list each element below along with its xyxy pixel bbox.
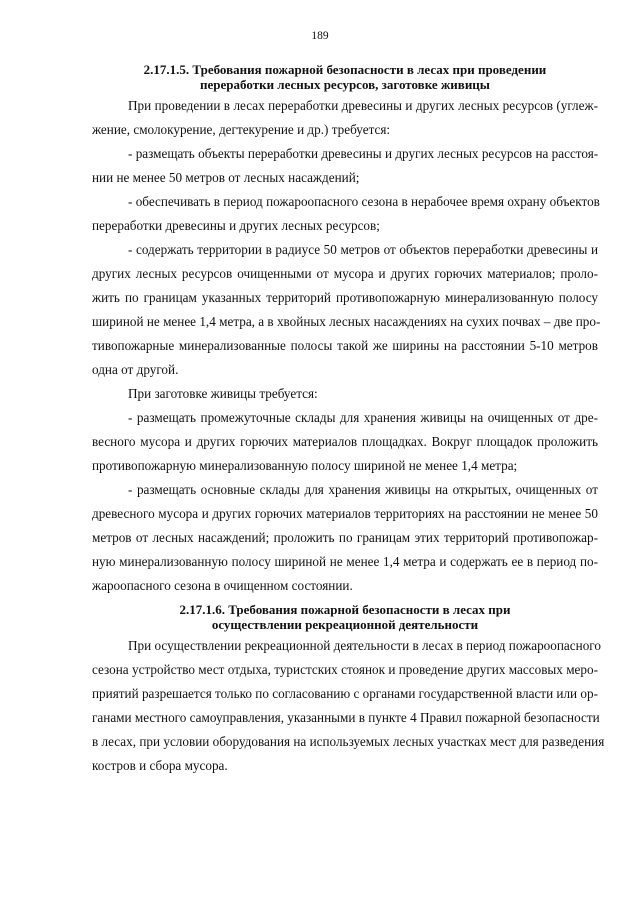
section-heading-line: 2.17.1.6. Требования пожарной безопасности в лесах при: [179, 602, 511, 617]
paragraph-line: ную минерализованную полосу шириной не менее 1,4 метра и содержать ее в период по-: [92, 554, 598, 569]
paragraph-line: других лесных ресурсов очищенными от мусора и других горючих материалов; проло-: [92, 266, 598, 281]
paragraph-line: ганами местного самоуправления, указанными в пункте 4 Правил пожарной безопасности: [92, 710, 600, 725]
paragraph-line: переработки древесины и других лесных ресурсов;: [92, 218, 380, 233]
paragraph-line: При проведении в лесах переработки древесины и других лесных ресурсов (углеж-: [128, 98, 598, 113]
paragraph-line: противопожарную минерализованную полосу шириной не менее 1,4 метра;: [92, 458, 518, 473]
paragraph-line: При заготовке живицы требуется:: [128, 386, 318, 401]
paragraph-line: жение, смолокурение, дегтекурение и др.) требуется:: [92, 122, 391, 137]
paragraph-line: сезона устройство мест отдыха, туристских стоянок и проведение других массовых меро-: [92, 662, 598, 677]
page-number: 189: [311, 30, 329, 42]
paragraph-line: - содержать территории в радиусе 50 метров от объектов переработки древесины и: [128, 242, 598, 257]
paragraph-line: жароопасного сезона в очищенном состоянии.: [92, 578, 353, 593]
paragraph-line: приятий разрешается только по согласованию с органами государственной власти или ор-: [92, 686, 598, 701]
paragraph-line: тивопожарные минерализованные полосы такой же ширины на расстоянии 5-10 метров: [92, 338, 598, 353]
paragraph-line: - размещать основные склады для хранения живицы на открытых, очищенных от: [128, 482, 598, 497]
paragraph-line: нии не менее 50 метров от лесных насаждений;: [92, 170, 360, 185]
section-heading-line: 2.17.1.5. Требования пожарной безопасности в лесах при проведении: [143, 62, 547, 77]
paragraph-line: шириной не менее 1,4 метра, а в хвойных лесных насаждениях на сухих почвах – две про-: [92, 314, 601, 329]
paragraph-line: древесного мусора и других горючих материалов территориях на расстоянии не менее 50: [92, 506, 598, 521]
paragraph-line: одна от другой.: [92, 362, 179, 377]
paragraph-line: костров и сбора мусора.: [92, 758, 228, 773]
paragraph-line: жить по границам указанных территорий противопожарную минерализованную полосу: [92, 290, 598, 305]
paragraph-line: - размещать объекты переработки древесины и других лесных ресурсов на расстоя-: [128, 146, 599, 161]
section-heading-line: осуществлении рекреационной деятельности: [211, 617, 479, 632]
section-heading-2-17-1-5: [92, 62, 598, 92]
section-heading-2-17-1-6: [92, 602, 598, 632]
paragraph-line: - обеспечивать в период пожароопасного сезона в нерабочее время охрану объектов: [128, 194, 600, 209]
paragraph-line: весного мусора и других горючих материалов площадках. Вокруг площадок проложить: [92, 434, 598, 449]
section-heading-line: переработки лесных ресурсов, заготовке живицы: [200, 77, 490, 92]
paragraph-line: метров от лесных насаждений; проложить по границам этих территорий противопожар-: [92, 530, 598, 545]
paragraph-line: - размещать промежуточные склады для хранения живицы на очищенных от дре-: [128, 410, 598, 425]
paragraph-line: в лесах, при условии оборудования на используемых лесных участках мест для разведения: [92, 734, 605, 749]
paragraph-line: При осуществлении рекреационной деятельности в лесах в период пожароопасного: [128, 638, 601, 653]
